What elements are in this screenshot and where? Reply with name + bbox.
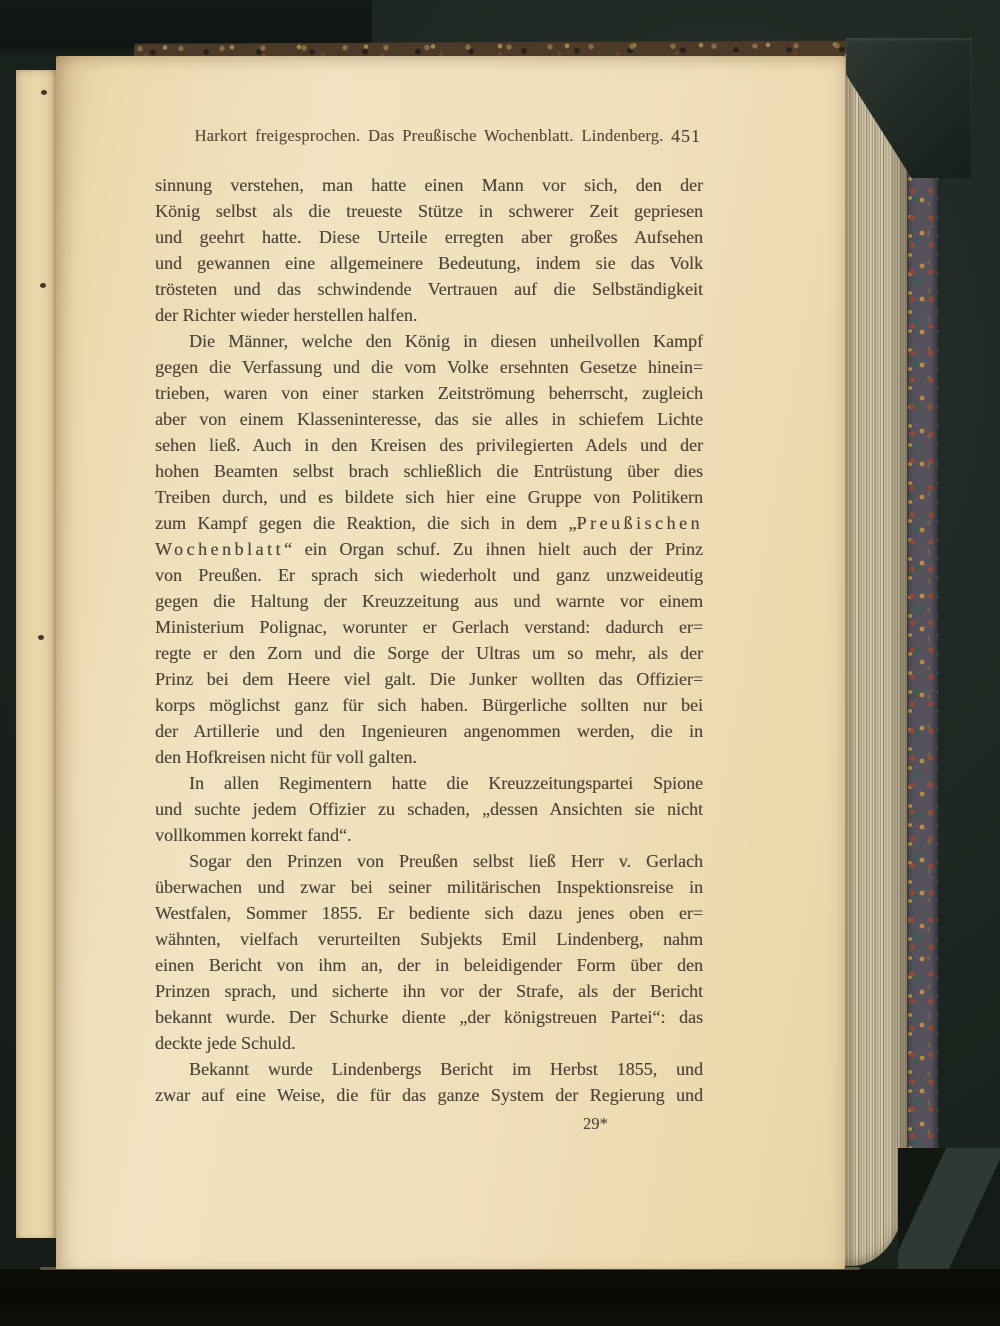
text-line [155,926,703,952]
text-line [155,1030,703,1056]
text-segment: gegen die Haltung der Kreuzzeitung aus und warnte vor einem [155,591,703,611]
page-fore-edge-stack [845,54,907,1266]
text-line [155,900,703,926]
binding-stitch-hole [38,635,44,640]
text-segment: der Artillerie und den Ingenieuren angenommen werden, die in [155,721,703,741]
text-line [155,952,703,978]
text-segment: und geehrt hatte. Diese Urteile erregten aber großes Aufsehen [155,227,703,247]
letterspaced-text: Wochenblatt [155,539,285,559]
text-line [155,666,703,692]
text-line [155,510,703,536]
text-segment: Sogar den Prinzen von Preußen selbst ließ Herr v. Gerlach [189,851,703,871]
text-line [155,302,703,328]
text-segment: Prinzen sprach, und sicherte ihn vor der Strafe, als der Bericht [155,981,703,1001]
text-segment: und gewannen eine allgemeinere Bedeutung, indem sie das Volk [155,253,703,273]
text-line [155,614,703,640]
running-header [155,126,703,146]
text-segment: In allen Regimentern hatte die Kreuzzeitungspartei Spione [189,773,703,793]
text-segment: der Richter wieder herstellen halfen. [155,305,418,325]
text-line [155,770,703,796]
letterspaced-text: Preußischen [576,513,703,533]
text-line [155,822,703,848]
text-line [155,536,703,562]
page-number: 451 [671,126,701,146]
binding-stitch-hole [41,90,47,95]
text-line [155,718,703,744]
text-line [155,562,703,588]
text-segment: einen Bericht von ihm an, der in beleidigender Form über den [155,955,703,975]
text-line [155,354,703,380]
text-segment: zum Kampf gegen die Reaktion, die sich in dem „ [155,513,577,533]
text-segment: Die Männer, welche den König in diesen unheilvollen Kampf [189,331,703,351]
text-line [155,484,703,510]
text-line [155,406,703,432]
body-text [155,172,703,1108]
text-line [155,588,703,614]
text-line [155,848,703,874]
text-line [155,978,703,1004]
text-line [155,250,703,276]
text-segment: überwachen und zwar bei seiner militärischen Inspektionsreise in [155,877,703,897]
text-line [155,1004,703,1030]
text-segment: Prinz bei dem Heere viel galt. Die Junker wollten das Offizier= [155,669,703,689]
text-line [155,1056,703,1082]
text-line [155,380,703,406]
text-segment: zwar auf eine Weise, die für das ganze System der Regierung und [155,1085,703,1105]
text-segment: korps möglichst ganz für sich haben. Bürgerliche sollten nur bei [155,695,703,715]
text-segment: Treiben durch, und es bildete sich hier eine Gruppe von Politikern [155,487,703,507]
text-segment: und suchte jedem Offizier zu schaden, „dessen Ansichten sie nicht [155,799,703,819]
gutter-page-sliver [16,70,58,1238]
text-segment: vollkommen korrekt fand“. [155,825,352,845]
signature-mark: 29* [583,1114,608,1133]
text-line [155,692,703,718]
text-segment: sehen ließ. Auch in den Kreisen des privilegierten Adels und der [155,435,703,455]
text-segment: wähnten, vielfach verurteilten Subjekts Emil Lindenberg, nahm [155,929,703,949]
text-segment: hohen Beamten selbst brach schließlich die Entrüstung über dies [155,461,703,481]
text-line [155,640,703,666]
text-line [155,458,703,484]
text-segment: Ministerium Polignac, worunter er Gerlach verstand: dadurch er= [155,617,703,637]
text-segment: sinnung verstehen, man hatte einen Mann vor sich, den der [155,175,703,195]
text-line [155,328,703,354]
text-line [155,744,703,770]
text-segment: Bekannt wurde Lindenbergs Bericht im Herbst 1855, und [189,1059,703,1079]
text-line [155,172,703,198]
text-segment: den Hofkreisen nicht für voll galten. [155,747,417,767]
text-segment: “ ein Organ schuf. Zu ihnen hielt auch der Prinz [284,539,703,559]
text-line [155,1082,703,1108]
text-segment: Westfalen, Sommer 1855. Er bediente sich dazu jenes oben er= [155,903,703,923]
text-segment: aber von einem Klasseninteresse, das sie alles in schiefem Lichte [155,409,703,429]
text-segment: trieben, waren von einer starken Zeitströmung beherrscht, zugleich [155,383,703,403]
text-segment: gegen die Verfassung und die vom Volke ersehnten Gesetze hinein= [155,357,703,377]
marbled-cover-strip [907,50,938,1190]
text-segment: regte er den Zorn und die Sorge der Ultras um so mehr, als der [155,643,703,663]
text-segment: trösteten und das schwindende Vertrauen auf die Selbständigkeit [155,279,703,299]
text-line [155,432,703,458]
book-page [56,56,845,1270]
text-line [155,796,703,822]
text-line [155,224,703,250]
text-segment: deckte jede Schuld. [155,1033,296,1053]
book-bottom-shadow [0,1269,1000,1326]
text-segment: von Preußen. Er sprach sich wiederholt und ganz unzweideutig [155,565,703,585]
text-line [155,198,703,224]
text-line [155,276,703,302]
text-segment: König selbst als die treueste Stütze in schwerer Zeit gepriesen [155,201,703,221]
running-header-title: Harkort freigesprochen. Das Preußische Wochenblatt. Lindenberg. [194,126,664,145]
text-segment: bekannt wurde. Der Schurke diente „der königstreuen Partei“: das [155,1007,703,1027]
text-line [155,874,703,900]
binding-stitch-hole [40,283,46,288]
